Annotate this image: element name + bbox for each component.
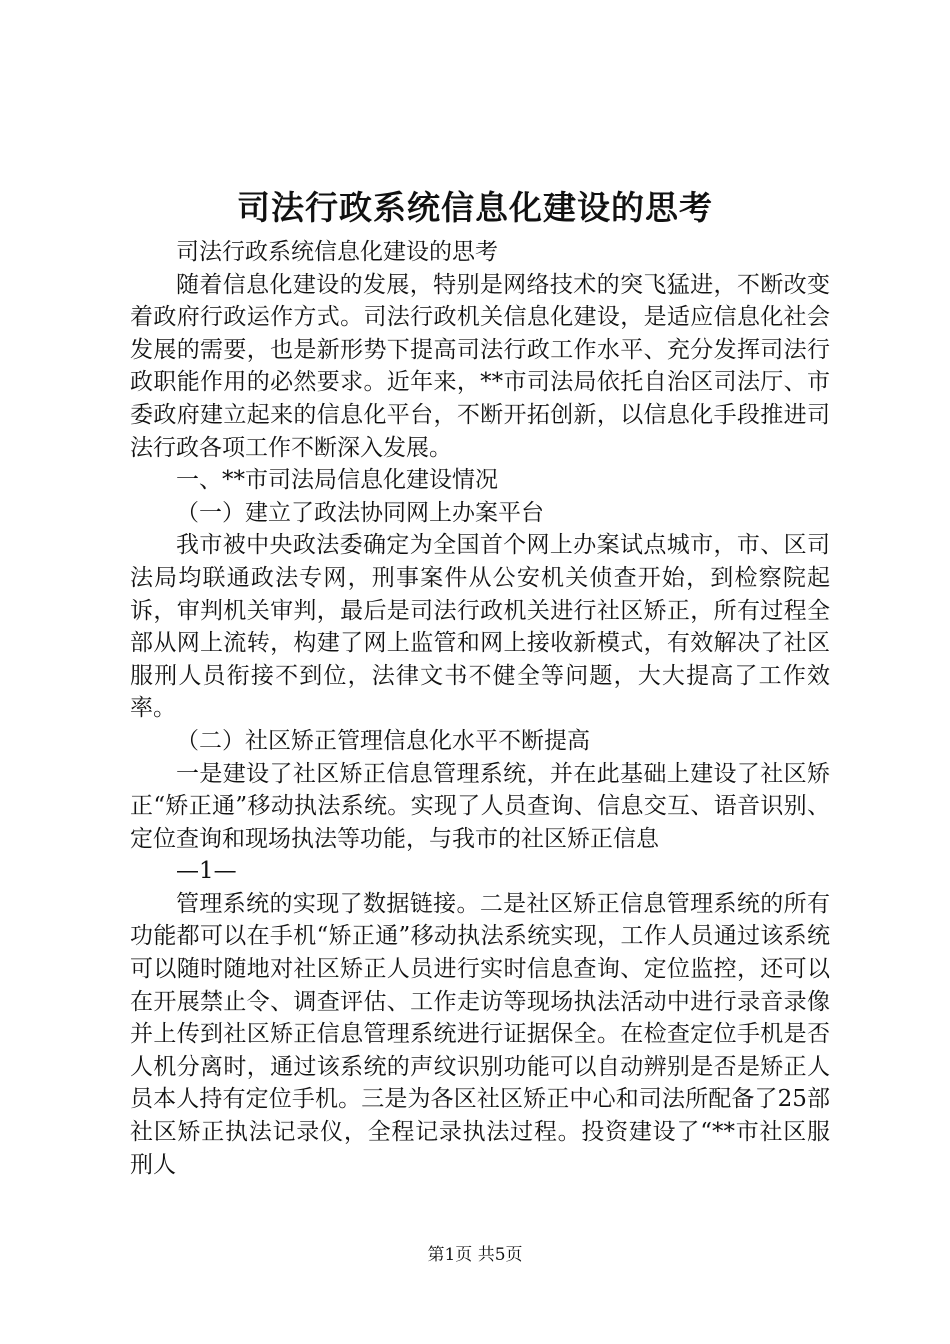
paragraph-online-case-platform: 我市被中央政法委确定为全国首个网上办案试点城市，市、区司法局均联通政法专网，刑事案件从公安机关侦查开始，到检察院起诉，审判机关审判，最后是司法行政机关进行社区矫正，所有过程全部从网上流转，构建了网上监管和网上接收新模式，有效解决了社区服刑人员衔接不到位，法律文书不健全等问题，大大提高了工作效率。 (130, 532, 830, 722)
paragraph-correction-system: 一是建设了社区矫正信息管理系统，并在此基础上建设了社区矫正“矫正通”移动执法系统。实现了人员查询、信息交互、语音识别、定位查询和现场执法等功能，与我市的社区矫正信息 (130, 760, 830, 852)
section-heading-1: 一、**市司法局信息化建设情况 (176, 467, 498, 494)
document-title: 司法行政系统信息化建设的思考 (237, 188, 713, 227)
subsection-heading-1: （一）建立了政法协同网上办案平台 (176, 499, 544, 526)
subsection-heading-2: （二）社区矫正管理信息化水平不断提高 (176, 727, 590, 754)
paragraph-subtitle: 司法行政系统信息化建设的思考 (176, 239, 498, 265)
page-footer: 第1页 共5页 (427, 1245, 523, 1265)
inline-page-mark: —1— (176, 858, 237, 885)
document-body (130, 236, 830, 1181)
paragraph-system-features: 管理系统的实现了数据链接。二是社区矫正信息管理系统的所有功能都可以在手机“矫正通”移动执法系统实现，工作人员通过该系统可以随时随地对社区矫正人员进行实时信息查询、定位监控，还可以在开展禁止令、调查评估、工作走访等现场执法活动中进行录音录像并上传到社区矫正信息管理系统进行证据保全。在检查定位手机是否人机分离时，通过该系统的声纹识别功能可以自动辨别是否是矫正人员本人持有定位手机。三是为各区社区矫正中心和司法所配备了25部社区矫正执法记录仪，全程记录执法过程。投资建设了“**市社区服刑人 (130, 890, 830, 1178)
paragraph-intro: 随着信息化建设的发展，特别是网络技术的突飞猛进，不断改变着政府行政运作方式。司法行政机关信息化建设，是适应信息化社会发展的需要，也是新形势下提高司法行政工作水平、充分发挥司法行政职能作用的必然要求。近年来，**市司法局依托自治区司法厅、市委政府建立起来的信息化平台，不断开拓创新，以信息化手段推进司法行政各项工作不断深入发展。 (130, 271, 830, 461)
